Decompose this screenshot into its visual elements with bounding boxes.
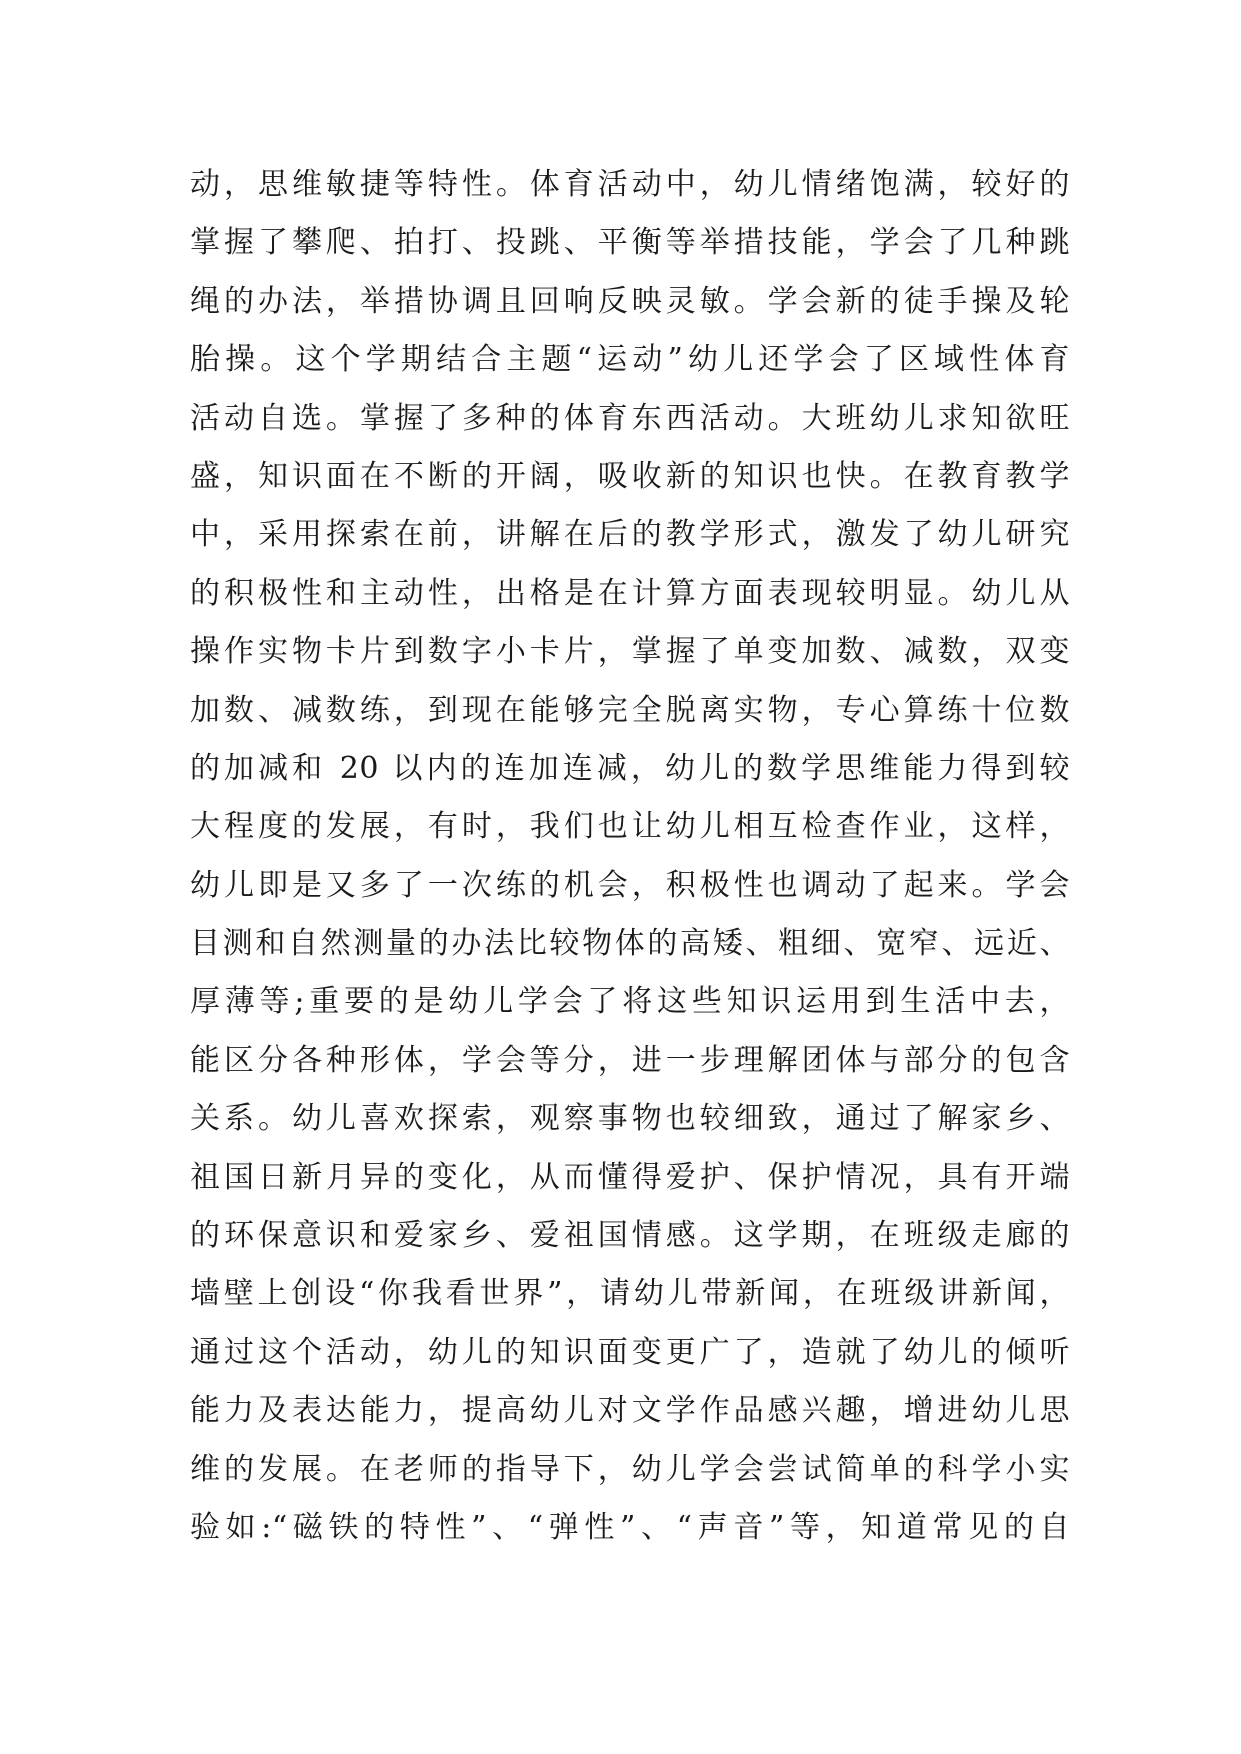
text-line-16: 能区分各种形体，学会等分，进一步理解团体与部分的包含 xyxy=(190,1042,1070,1078)
text-line-21: 通过这个活动，幼儿的知识面变更广了，造就了幼儿的倾听 xyxy=(190,1334,1070,1370)
text-line-19: 的环保意识和爱家乡、爱祖国情感。这学期，在班级走廊的 xyxy=(190,1218,1070,1254)
text-line-13: 幼儿即是又多了一次练的机会，积极性也调动了起来。学会 xyxy=(190,867,1070,903)
text-line-5: 活动自选。掌握了多种的体育东西活动。大班幼儿求知欲旺 xyxy=(190,400,1070,436)
text-line-24: 验如:“磁铁的特性”、“弹性”、“声音”等，知道常见的自 xyxy=(190,1509,1070,1545)
text-line-12: 大程度的发展，有时，我们也让幼儿相互检查作业，这样， xyxy=(190,809,1070,845)
text-line-14: 目测和自然测量的办法比较物体的高矮、粗细、宽窄、远近、 xyxy=(190,926,1070,962)
text-line-9: 操作实物卡片到数字小卡片，掌握了单变加数、减数，双变 xyxy=(190,634,1070,670)
text-line-4: 胎操。这个学期结合主题“运动”幼儿还学会了区域性体育 xyxy=(190,342,1070,378)
text-line-2: 掌握了攀爬、拍打、投跳、平衡等举措技能，学会了几种跳 xyxy=(190,225,1070,261)
text-line-22: 能力及表达能力，提高幼儿对文学作品感兴趣，增进幼儿思 xyxy=(190,1393,1070,1429)
text-line-20: 墙壁上创设“你我看世界”，请幼儿带新闻，在班级讲新闻， xyxy=(190,1276,1070,1312)
text-line-7: 中，采用探索在前，讲解在后的教学形式，激发了幼儿研究 xyxy=(190,517,1070,553)
text-line-1: 动，思维敏捷等特性。体育活动中，幼儿情绪饱满，较好的 xyxy=(190,167,1070,202)
text-line-8: 的积极性和主动性，出格是在计算方面表现较明显。幼儿从 xyxy=(190,575,1070,611)
text-line-11: 的加减和 20 以内的连加连减，幼儿的数学思维能力得到较 xyxy=(190,750,1070,786)
text-line-10: 加数、减数练，到现在能够完全脱离实物，专心算练十位数 xyxy=(190,692,1070,728)
text-line-17: 关系。幼儿喜欢探索，观察事物也较细致，通过了解家乡、 xyxy=(190,1101,1070,1137)
body-text xyxy=(190,156,1070,1557)
text-line-15: 厚薄等;重要的是幼儿学会了将这些知识运用到生活中去， xyxy=(190,984,1070,1020)
text-line-3: 绳的办法，举措协调且回响反映灵敏。学会新的徒手操及轮 xyxy=(190,283,1070,319)
text-line-23: 维的发展。在老师的指导下，幼儿学会尝试简单的科学小实 xyxy=(190,1451,1070,1487)
text-line-6: 盛，知识面在不断的开阔，吸收新的知识也快。在教育教学 xyxy=(190,458,1070,494)
text-line-18: 祖国日新月异的变化，从而懂得爱护、保护情况，具有开端 xyxy=(190,1159,1070,1195)
